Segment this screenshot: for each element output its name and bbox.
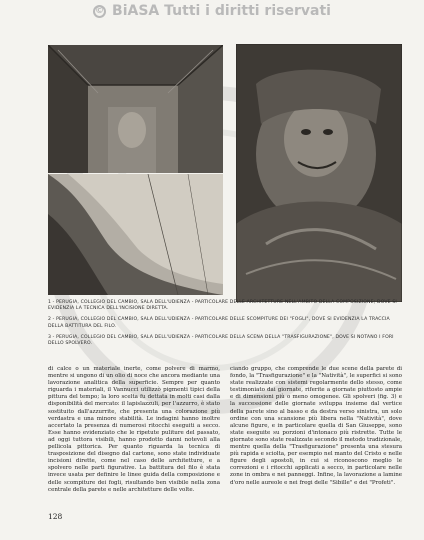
page-number: 128 [48, 512, 63, 521]
body-column-right: ciando gruppo, che comprende le due scene della parete di fondo, la "Trasfigurazione" e la "Natività", le superfici si sono state realizzate con sistemi regolarmente dello stesso, come testimoniato dai giornate, riferite a giornate piuttosto ampie e di dimensioni più o meno omogenee. Gli spolveri (fig. 3) e la successione delle giornate sviluppa insieme dal vertice della parete sino al basso e da destra verso sinistra, un solo ordine con una scansione più libera nella "Natività", dove alcune figure, e in particolare quella di San Giuseppe, sono state eseguite su porzioni d'intonaco più ristrette. Tutte le giornate sono state realizzate secondo il metodo tradizionale, mentre quella della "Trasfigurazione" presenta una stesura più rapida e sciolta, per esempio nel manto del Cristo e nelle figure degli apostoli, in cui si riconoscono meglio le correzioni e i ritocchi applicati a secco, in particolare nelle zone in ombra e nei panneggi. Infine, la lavorazione a lamine d'oro nelle aureole e nei fregi delle "Sibille" e dei "Profeti". [230, 366, 402, 486]
copyright-text: BiASA Tutti i diritti riservati [112, 3, 331, 19]
photo-trasfigurazione-detail [236, 44, 402, 302]
photo-architecture-detail [48, 45, 223, 173]
figure-captions [48, 300, 402, 352]
body-column-left: di calce o un materiale inerte, come polvere di marmo, mentre si ungono di un olio di noce che ancora mediante una lavorazione analitica della superficie. Sempre per quanto riguarda i materiali, il Vannucci utilizzò pigmenti tipici della pittura del tempo; la loro scelta fu dettata in molti casi dalla disponibilità del mercato: il lapislazzuli, per l'azzurro, è stato sostituito dall'azzurrite, che presenta una colorazione più verdastra e una minore stabilità. Le indagini hanno inoltre accertato la presenza di numerosi ritocchi eseguiti a secco. Esse hanno evidenziato che le ripetute puliture del passato, ad oggi tuttora visibili, hanno prodotto danni notevoli alla pellicola pittorica. Per quanto riguarda la tecnica di trasposizione del disegno dal cartone, sono state individuate incisioni dirette, come nel caso delle architetture, e a spolvero nelle parti figurative. La battitura del filo è stata invece usata per definire le linee guida della composizione e delle scompiture dei fogli, risultando ben visibile nella zona centrale della parete e nelle architetture delle volte. [48, 366, 220, 493]
copyright-header [0, 0, 424, 22]
copyright-icon: © [95, 5, 105, 16]
caption-figure-2: 2 - PERUGIA, COLLEGIO DEL CAMBIO, SALA DELL'UDIENZA - PARTICOLARE DELLE SCOMPITURE DEI "FOGLI", DOVE SI EVIDENZIA LA TRACCIA DELLA BATTITURA DEL FILO. [48, 317, 390, 329]
photo-scompiture-detail [48, 174, 223, 295]
caption-figure-3: 3 - PERUGIA, COLLEGIO DEL CAMBIO, SALA DELL'UDIENZA - PARTICOLARE DELLA SCENA DELLA "TRASFIGURAZIONE", DOVE SI NOTANO I FORI DELLO SPOLVERO. [48, 334, 394, 347]
caption-figure-1: 1 - PERUGIA, COLLEGIO DEL CAMBIO, SALA DELL'UDIENZA - PARTICOLARE DELLE ARCHITETTURE NELL'AMBITO DELLA COMPOSIZIONE; DOVE SI EVIDENZIA LA TECNICA DELL'INCISIONE DIRETTA. [48, 300, 397, 312]
